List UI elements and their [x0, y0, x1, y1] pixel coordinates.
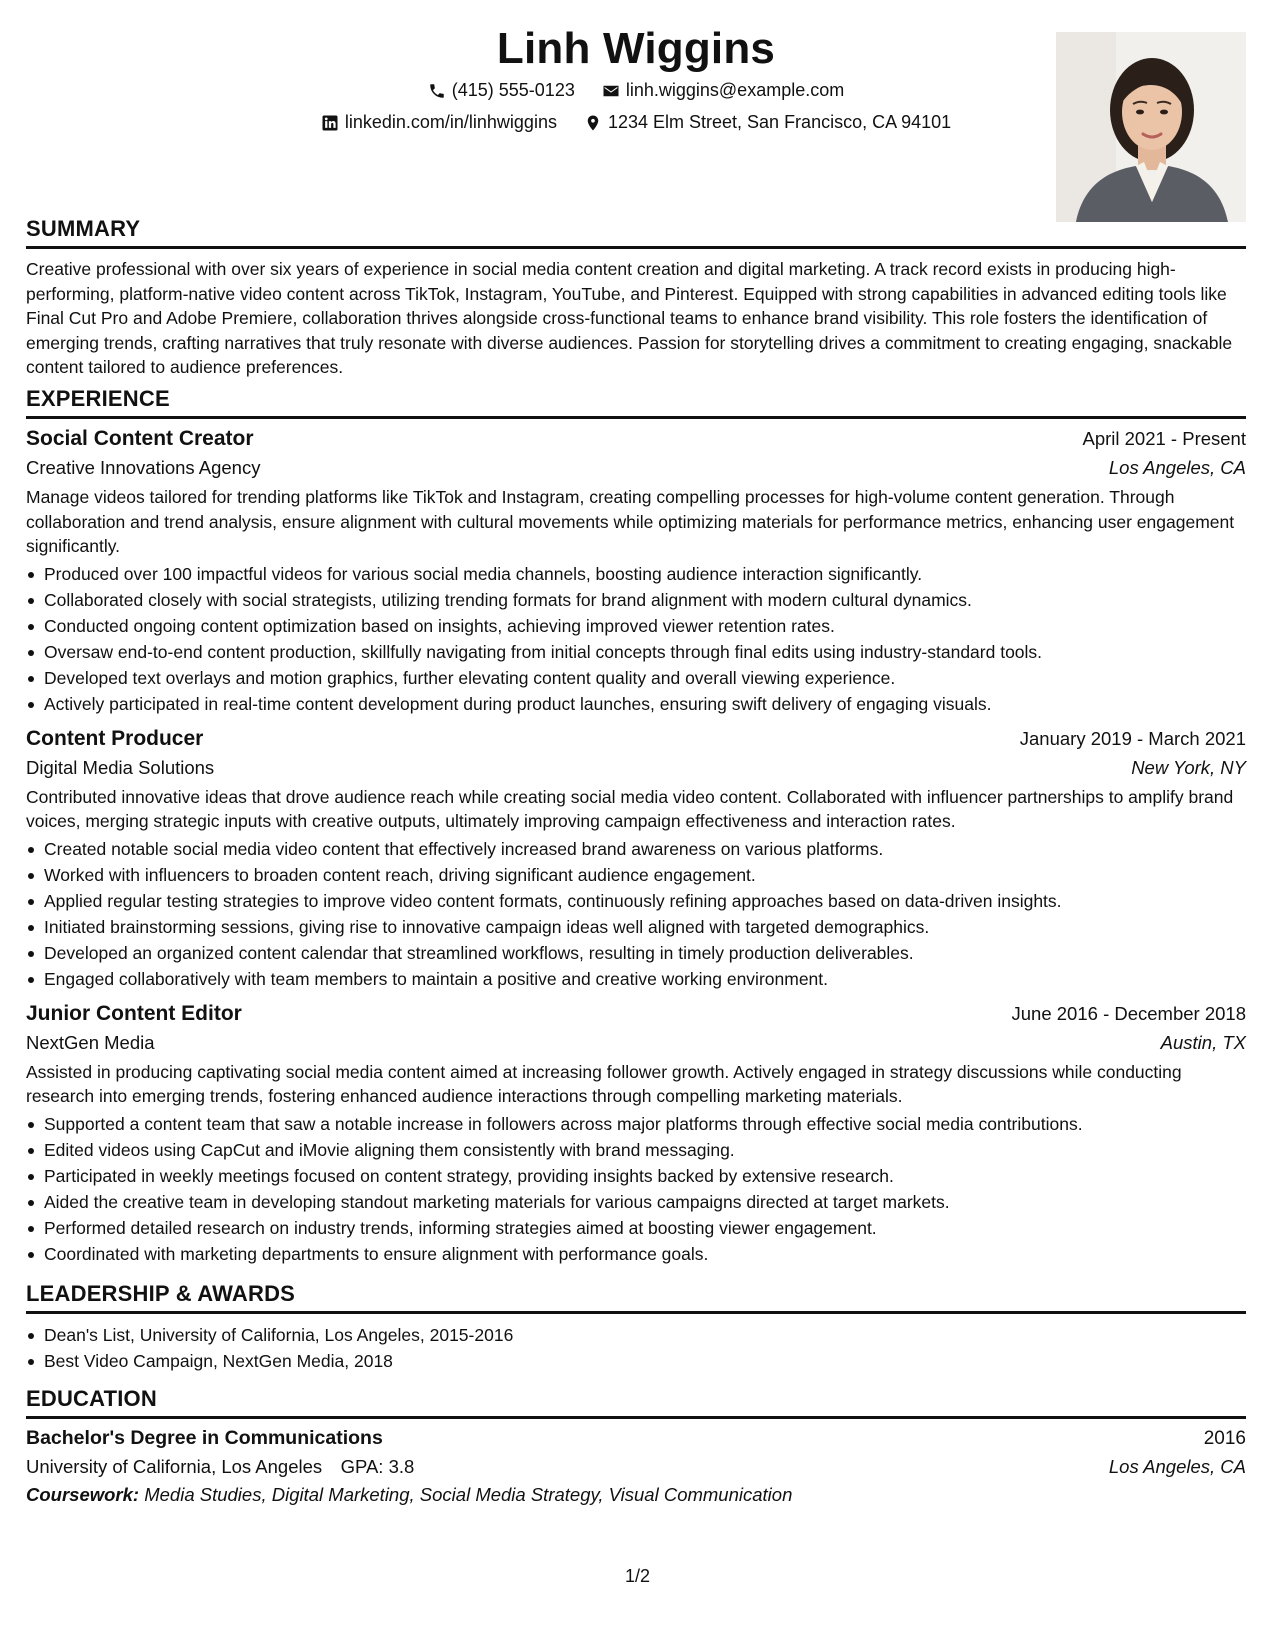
list-item: Aided the creative team in developing standout marketing materials for various campaigns directed at target markets. [44, 1189, 1246, 1215]
street-address: 1234 Elm Street, San Francisco, CA 94101 [607, 112, 952, 132]
linkedin-url[interactable]: linkedin.com/in/linhwiggins [344, 112, 557, 132]
list-item: Participated in weekly meetings focused on content strategy, providing insights backed by extensive research. [44, 1163, 1246, 1189]
job-dates: June 2016 - December 2018 [1011, 1002, 1246, 1024]
resume-header [26, 20, 1246, 230]
phone-number: (415) 555-0123 [451, 80, 575, 100]
list-item: Applied regular testing strategies to improve video content formats, continuously refining approaches based on data-driven insights. [44, 888, 1246, 914]
experience-section [26, 386, 1246, 1277]
job-dates: April 2021 - Present [1082, 428, 1246, 449]
summary-section [26, 216, 1246, 380]
list-item: Developed text overlays and motion graphics, further elevating content quality and overall viewing experience. [44, 665, 1246, 691]
job-entry [26, 1002, 1246, 1267]
gpa: GPA: 3.8 [340, 1456, 415, 1477]
coursework-label: Coursework: [26, 1484, 140, 1505]
list-item: Initiated brainstorming sessions, giving rise to innovative campaign ideas well aligned with targeted demographics. [44, 914, 1246, 940]
address-contact [584, 112, 951, 133]
job-location: Los Angeles, CA [1108, 457, 1246, 478]
list-item: Produced over 100 impactful videos for various social media channels, boosting audience interaction significantly. [44, 561, 1246, 587]
email-address[interactable]: linh.wiggins@example.com [625, 80, 845, 100]
job-company: Creative Innovations Agency [26, 457, 261, 478]
list-item: Developed an organized content calendar that streamlined workflows, resulting in timely production deliverables. [44, 940, 1246, 966]
coursework-list: Media Studies, Digital Marketing, Social Media Strategy, Visual Communication [144, 1484, 793, 1505]
list-item: Collaborated closely with social strategists, utilizing trending formats for brand alignment with modern cultural dynamics. [44, 587, 1246, 613]
job-title: Junior Content Editor [26, 1001, 242, 1025]
summary-heading: SUMMARY [26, 216, 1246, 249]
linkedin-contact [321, 112, 557, 133]
phone-icon [428, 82, 446, 100]
map-pin-icon [584, 114, 602, 132]
job-description: Contributed innovative ideas that drove audience reach while creating social media video content. Collaborated with influencer partnerships to amplify brand voices, merging strategic inputs with creative outputs, ultimately improving campaign effectiveness and interaction rates. [26, 786, 1234, 831]
list-item: Oversaw end-to-end content production, skillfully navigating from initial concepts through final edits using industry-standard tools. [44, 639, 1246, 665]
graduation-year: 2016 [1203, 1428, 1246, 1449]
school-location: Los Angeles, CA [1108, 1456, 1246, 1477]
job-entry [26, 427, 1246, 717]
list-item: Coordinated with marketing departments to ensure alignment with performance goals. [44, 1241, 1246, 1267]
page-number: 1/2 [624, 1566, 651, 1586]
envelope-icon [602, 82, 620, 100]
email-contact [602, 80, 844, 101]
education-section [26, 1386, 1246, 1506]
linkedin-icon [321, 114, 339, 132]
list-item: Actively participated in real-time content development during product launches, ensuring swift delivery of engaging visuals. [44, 691, 1246, 717]
profile-photo [1056, 32, 1246, 222]
awards-heading: LEADERSHIP & AWARDS [26, 1281, 1246, 1314]
list-item: Edited videos using CapCut and iMovie aligning them consistently with brand messaging. [44, 1137, 1246, 1163]
job-bullets [26, 561, 1246, 717]
education-heading: EDUCATION [26, 1386, 1246, 1419]
list-item: Created notable social media video content that effectively increased brand awareness on various platforms. [44, 836, 1246, 862]
job-dates: January 2019 - March 2021 [1019, 727, 1246, 749]
job-company: NextGen Media [26, 1031, 155, 1053]
job-entry [26, 727, 1246, 992]
job-title: Social Content Creator [26, 427, 254, 450]
coursework [26, 1484, 1246, 1506]
job-title: Content Producer [26, 726, 204, 750]
candidate-name: Linh Wiggins [496, 24, 776, 73]
list-item: Dean's List, University of California, Los Angeles, 2015-2016 [44, 1322, 1246, 1348]
summary-text: Creative professional with over six years of experience in social media content creation and digital marketing. A track record exists in producing high-performing, platform-native video content across TikTok, Instagram, YouTube, and Pinterest. Equipped with strong capabilities in advanced editing tools like Final Cut Pro and Adobe Premiere, collaboration thrives alongside cross-functional teams to enhance brand visibility. This role fosters the identification of emerging trends, crafting narratives that truly resonate with diverse audiences. Passion for storytelling drives a commitment to creating engaging, snackable content tailored to audience preferences. [26, 259, 1233, 377]
job-bullets [26, 1111, 1246, 1267]
job-bullets [26, 836, 1246, 992]
job-description: Manage videos tailored for trending platforms like TikTok and Instagram, creating compelling processes for high-volume content generation. Through collaboration and trend analysis, ensure alignment with cultural movements while optimizing materials for performance metrics, enhancing user engagement significantly. [26, 487, 1235, 556]
school-name: University of California, Los Angeles [26, 1456, 323, 1477]
list-item: Best Video Campaign, NextGen Media, 2018 [44, 1348, 1246, 1374]
list-item: Conducted ongoing content optimization based on insights, achieving improved viewer retention rates. [44, 613, 1246, 639]
job-description: Assisted in producing captivating social media content aimed at increasing follower growth. Actively engaged in strategy discussions while conducting research into emerging trends, fostering enhanced audience interactions through compelling marketing materials. [26, 1061, 1182, 1106]
phone-contact [428, 80, 575, 101]
degree: Bachelor's Degree in Communications [26, 1427, 383, 1449]
job-company: Digital Media Solutions [26, 756, 215, 778]
list-item: Supported a content team that saw a notable increase in followers across major platforms through effective social media contributions. [44, 1111, 1246, 1137]
list-item: Engaged collaboratively with team members to maintain a positive and creative working environment. [44, 966, 1246, 992]
job-location: Austin, TX [1160, 1031, 1246, 1053]
awards-section [26, 1281, 1246, 1374]
experience-heading: EXPERIENCE [26, 386, 1246, 419]
job-location: New York, NY [1131, 756, 1246, 778]
awards-list [26, 1322, 1246, 1374]
list-item: Performed detailed research on industry trends, informing strategies aimed at boosting viewer engagement. [44, 1215, 1246, 1241]
list-item: Worked with influencers to broaden content reach, driving significant audience engagement. [44, 862, 1246, 888]
